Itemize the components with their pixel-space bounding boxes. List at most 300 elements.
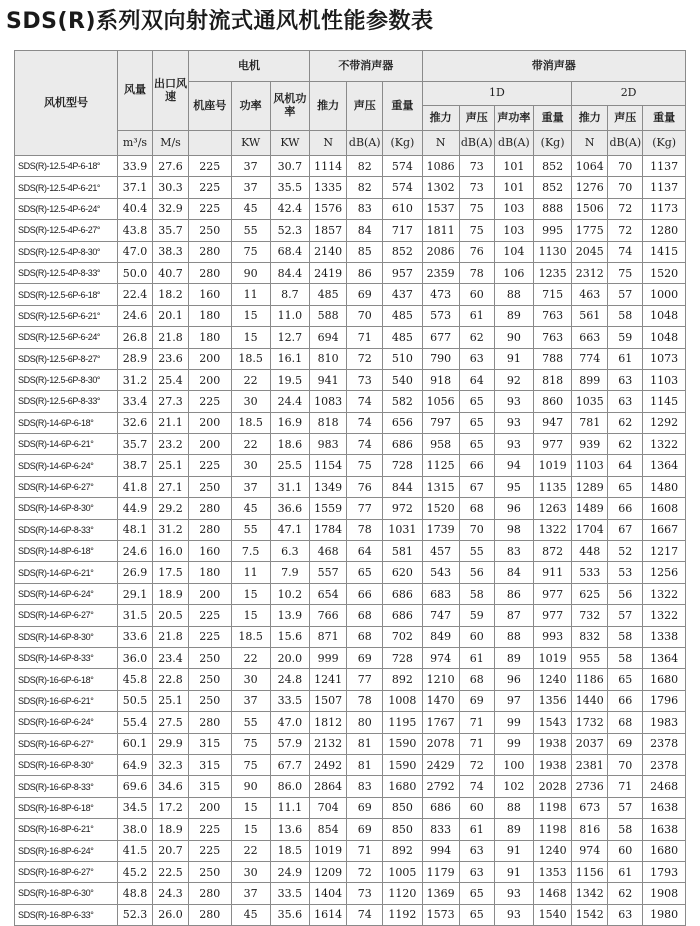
cell-thrust: 871 [310,626,347,647]
cell-frame: 160 [189,541,231,562]
cell-flow: 64.9 [117,754,152,775]
cell-2d-weight: 2378 [643,733,686,754]
header-velocity [152,51,188,131]
cell-fan-power: 13.6 [270,819,309,840]
cell-thrust: 1507 [310,690,347,711]
cell-2d-sound-pressure: 57 [608,797,643,818]
table-row [15,241,686,262]
cell-thrust: 485 [310,284,347,305]
cell-1d-weight: 1198 [534,819,572,840]
cell-2d-sound-pressure: 62 [608,883,643,904]
cell-2d-sound-pressure: 59 [608,327,643,348]
cell-1d-sound-pressure: 65 [459,904,494,925]
unit-1d-sound-pressure: dB(A) [459,131,494,156]
cell-1d-weight: 1938 [534,754,572,775]
cell-2d-weight: 1608 [643,498,686,519]
cell-1d-weight: 911 [534,562,572,583]
cell-weight: 1008 [383,690,422,711]
table-row [15,626,686,647]
cell-1d-sound-power: 93 [494,904,533,925]
cell-frame: 280 [189,519,231,540]
cell-fan-power: 52.3 [270,220,309,241]
cell-2d-weight: 1908 [643,883,686,904]
cell-sound-pressure: 84 [347,220,383,241]
cell-model: SDS(R)-14-6P-6-27° [15,476,118,497]
cell-weight: 1590 [383,754,422,775]
cell-sound-pressure: 86 [347,262,383,283]
table-row [15,797,686,818]
cell-2d-sound-pressure: 71 [608,776,643,797]
cell-1d-weight: 1130 [534,241,572,262]
cell-velocity: 25.1 [152,455,188,476]
cell-frame: 225 [189,156,231,177]
cell-velocity: 17.5 [152,562,188,583]
cell-2d-weight: 1415 [643,241,686,262]
cell-1d-sound-pressure: 61 [459,305,494,326]
cell-2d-thrust: 663 [572,327,608,348]
cell-velocity: 27.5 [152,712,188,733]
cell-frame: 315 [189,733,231,754]
cell-2d-thrust: 1342 [572,883,608,904]
cell-2d-thrust: 1289 [572,476,608,497]
cell-1d-sound-power: 96 [494,498,533,519]
cell-frame: 200 [189,412,231,433]
cell-power: 75 [231,241,270,262]
cell-thrust: 1349 [310,476,347,497]
cell-1d-sound-power: 91 [494,348,533,369]
cell-fan-power: 24.8 [270,669,309,690]
cell-1d-sound-power: 93 [494,883,533,904]
cell-thrust: 1209 [310,861,347,882]
cell-velocity: 17.2 [152,797,188,818]
cell-power: 37 [231,690,270,711]
cell-2d-sound-pressure: 72 [608,220,643,241]
cell-power: 22 [231,840,270,861]
cell-1d-sound-pressure: 65 [459,391,494,412]
cell-2d-thrust: 899 [572,369,608,390]
table-row [15,284,686,305]
cell-2d-weight: 1137 [643,177,686,198]
cell-frame: 225 [189,819,231,840]
cell-fan-power: 68.4 [270,241,309,262]
cell-weight: 850 [383,797,422,818]
cell-power: 75 [231,754,270,775]
cell-1d-weight: 1019 [534,455,572,476]
table-row [15,712,686,733]
cell-2d-sound-pressure: 67 [608,519,643,540]
cell-frame: 280 [189,241,231,262]
cell-frame: 200 [189,348,231,369]
cell-velocity: 20.1 [152,305,188,326]
cell-weight: 892 [383,669,422,690]
cell-1d-weight: 993 [534,626,572,647]
cell-model: SDS(R)-14-6P-6-21° [15,434,118,455]
cell-1d-sound-power: 90 [494,327,533,348]
cell-flow: 36.0 [117,647,152,668]
cell-sound-pressure: 69 [347,797,383,818]
cell-2d-sound-pressure: 75 [608,262,643,283]
header-weight: 重量 [383,82,422,131]
cell-1d-sound-power: 88 [494,284,533,305]
cell-power: 18.5 [231,626,270,647]
cell-sound-pressure: 78 [347,690,383,711]
cell-power: 45 [231,904,270,925]
cell-weight: 437 [383,284,422,305]
cell-flow: 32.6 [117,412,152,433]
cell-velocity: 34.6 [152,776,188,797]
unit-1d-sound-power: dB(A) [494,131,533,156]
cell-frame: 225 [189,626,231,647]
unit-2d-sound-pressure: dB(A) [608,131,643,156]
cell-fan-power: 67.7 [270,754,309,775]
cell-frame: 200 [189,434,231,455]
cell-flow: 52.3 [117,904,152,925]
cell-1d-thrust: 1739 [422,519,459,540]
cell-fan-power: 7.9 [270,562,309,583]
cell-power: 37 [231,883,270,904]
cell-2d-weight: 1292 [643,412,686,433]
cell-weight: 1192 [383,904,422,925]
cell-model: SDS(R)-12.5-6P-8-33° [15,391,118,412]
cell-fan-power: 6.3 [270,541,309,562]
cell-1d-weight: 872 [534,541,572,562]
cell-1d-weight: 1356 [534,690,572,711]
cell-2d-sound-pressure: 63 [608,391,643,412]
cell-flow: 33.4 [117,391,152,412]
table-row [15,904,686,925]
cell-velocity: 20.7 [152,840,188,861]
cell-weight: 656 [383,412,422,433]
cell-frame: 180 [189,305,231,326]
cell-2d-weight: 1638 [643,819,686,840]
cell-2d-sound-pressure: 63 [608,904,643,925]
cell-1d-sound-power: 91 [494,840,533,861]
header-1d-thrust: 推力 [422,106,459,131]
cell-fan-power: 11.0 [270,305,309,326]
cell-model: SDS(R)-12.5-6P-6-18° [15,284,118,305]
cell-thrust: 2419 [310,262,347,283]
cell-flow: 48.8 [117,883,152,904]
cell-2d-weight: 1667 [643,519,686,540]
cell-thrust: 2132 [310,733,347,754]
cell-thrust: 983 [310,434,347,455]
cell-2d-thrust: 1732 [572,712,608,733]
cell-frame: 180 [189,562,231,583]
cell-1d-sound-pressure: 75 [459,220,494,241]
cell-frame: 250 [189,690,231,711]
cell-weight: 582 [383,391,422,412]
cell-2d-thrust: 2045 [572,241,608,262]
cell-frame: 225 [189,198,231,219]
cell-2d-sound-pressure: 70 [608,177,643,198]
cell-1d-sound-pressure: 60 [459,797,494,818]
header-velocity-label: 出口风速 [154,76,187,103]
cell-2d-sound-pressure: 58 [608,626,643,647]
cell-frame: 180 [189,327,231,348]
cell-1d-thrust: 1520 [422,498,459,519]
cell-1d-sound-pressure: 70 [459,519,494,540]
cell-power: 18.5 [231,412,270,433]
cell-flow: 40.4 [117,198,152,219]
cell-frame: 250 [189,647,231,668]
cell-frame: 225 [189,177,231,198]
cell-flow: 69.6 [117,776,152,797]
cell-weight: 510 [383,348,422,369]
cell-2d-thrust: 2381 [572,754,608,775]
cell-weight: 972 [383,498,422,519]
cell-flow: 28.9 [117,348,152,369]
cell-1d-weight: 1540 [534,904,572,925]
cell-1d-weight: 977 [534,434,572,455]
cell-2d-sound-pressure: 58 [608,647,643,668]
cell-sound-pressure: 81 [347,733,383,754]
cell-flow: 45.2 [117,861,152,882]
cell-2d-sound-pressure: 57 [608,605,643,626]
cell-flow: 38.7 [117,455,152,476]
cell-flow: 33.9 [117,156,152,177]
cell-2d-thrust: 1103 [572,455,608,476]
cell-flow: 50.0 [117,262,152,283]
cell-sound-pressure: 69 [347,647,383,668]
header-2d-weight: 重量 [643,106,686,131]
cell-fan-power: 10.2 [270,583,309,604]
cell-1d-thrust: 1573 [422,904,459,925]
cell-1d-weight: 1135 [534,476,572,497]
cell-2d-weight: 1048 [643,327,686,348]
cell-fan-power: 33.5 [270,883,309,904]
cell-fan-power: 33.5 [270,690,309,711]
cell-model: SDS(R)-16-6P-6-21° [15,690,118,711]
cell-power: 30 [231,861,270,882]
cell-flow: 33.6 [117,626,152,647]
cell-1d-thrust: 797 [422,412,459,433]
cell-model: SDS(R)-14-6P-6-27° [15,605,118,626]
cell-thrust: 1559 [310,498,347,519]
cell-velocity: 27.6 [152,156,188,177]
header-thrust: 推力 [310,82,347,131]
cell-1d-weight: 995 [534,220,572,241]
cell-sound-pressure: 73 [347,883,383,904]
cell-sound-pressure: 74 [347,412,383,433]
cell-flow: 35.7 [117,434,152,455]
cell-1d-sound-power: 95 [494,476,533,497]
table-row [15,156,686,177]
table-row [15,647,686,668]
cell-1d-thrust: 974 [422,647,459,668]
cell-2d-thrust: 816 [572,819,608,840]
cell-1d-thrust: 1315 [422,476,459,497]
cell-2d-sound-pressure: 60 [608,840,643,861]
cell-model: SDS(R)-14-6P-6-21° [15,562,118,583]
cell-2d-thrust: 1064 [572,156,608,177]
cell-fan-power: 8.7 [270,284,309,305]
unit-thrust: N [310,131,347,156]
cell-1d-sound-power: 99 [494,712,533,733]
cell-1d-thrust: 1302 [422,177,459,198]
cell-frame: 250 [189,476,231,497]
cell-velocity: 25.1 [152,690,188,711]
header-1d-sound-pressure: 声压 [459,106,494,131]
cell-1d-thrust: 994 [422,840,459,861]
cell-velocity: 16.0 [152,541,188,562]
cell-2d-sound-pressure: 58 [608,305,643,326]
cell-fan-power: 24.4 [270,391,309,412]
cell-weight: 1005 [383,861,422,882]
cell-1d-sound-power: 104 [494,241,533,262]
cell-1d-weight: 1198 [534,797,572,818]
cell-2d-sound-pressure: 70 [608,156,643,177]
cell-1d-sound-pressure: 56 [459,562,494,583]
cell-power: 11 [231,284,270,305]
cell-fan-power: 16.1 [270,348,309,369]
cell-model: SDS(R)-14-6P-6-24° [15,583,118,604]
cell-1d-weight: 1235 [534,262,572,283]
cell-1d-sound-pressure: 64 [459,369,494,390]
cell-frame: 225 [189,605,231,626]
cell-2d-sound-pressure: 69 [608,733,643,754]
cell-1d-thrust: 849 [422,626,459,647]
cell-sound-pressure: 85 [347,241,383,262]
header-fan-power [270,82,309,131]
cell-thrust: 2492 [310,754,347,775]
cell-weight: 574 [383,156,422,177]
cell-weight: 1195 [383,712,422,733]
cell-1d-thrust: 958 [422,434,459,455]
cell-power: 90 [231,776,270,797]
cell-2d-thrust: 2037 [572,733,608,754]
cell-flow: 29.1 [117,583,152,604]
cell-fan-power: 13.9 [270,605,309,626]
header-fan-power-label: 风机功率 [273,92,307,118]
cell-model: SDS(R)-14-6P-8-33° [15,519,118,540]
cell-1d-sound-power: 89 [494,819,533,840]
cell-sound-pressure: 76 [347,476,383,497]
cell-velocity: 21.8 [152,327,188,348]
cell-1d-weight: 1543 [534,712,572,733]
cell-power: 15 [231,583,270,604]
cell-model: SDS(R)-12.5-6P-6-24° [15,327,118,348]
cell-1d-thrust: 473 [422,284,459,305]
cell-1d-sound-pressure: 74 [459,776,494,797]
cell-1d-weight: 818 [534,369,572,390]
cell-model: SDS(R)-14-6P-8-33° [15,647,118,668]
cell-1d-sound-pressure: 59 [459,605,494,626]
cell-1d-sound-power: 83 [494,541,533,562]
cell-1d-sound-power: 89 [494,305,533,326]
cell-2d-thrust: 1440 [572,690,608,711]
cell-sound-pressure: 73 [347,369,383,390]
cell-velocity: 21.8 [152,626,188,647]
cell-frame: 315 [189,776,231,797]
cell-thrust: 854 [310,819,347,840]
cell-2d-sound-pressure: 70 [608,754,643,775]
cell-sound-pressure: 66 [347,583,383,604]
cell-1d-sound-power: 88 [494,797,533,818]
cell-2d-sound-pressure: 53 [608,562,643,583]
cell-sound-pressure: 64 [347,541,383,562]
cell-1d-weight: 1019 [534,647,572,668]
cell-1d-sound-power: 84 [494,562,533,583]
cell-2d-thrust: 955 [572,647,608,668]
cell-flow: 38.0 [117,819,152,840]
cell-flow: 50.5 [117,690,152,711]
cell-1d-sound-pressure: 72 [459,754,494,775]
cell-power: 55 [231,519,270,540]
table-row [15,476,686,497]
cell-frame: 250 [189,220,231,241]
header-1d-sound-power: 声功率 [494,106,533,131]
cell-1d-weight: 1240 [534,669,572,690]
cell-model: SDS(R)-16-6P-6-18° [15,669,118,690]
cell-model: SDS(R)-16-6P-6-24° [15,712,118,733]
cell-1d-thrust: 1369 [422,883,459,904]
cell-2d-weight: 2378 [643,754,686,775]
cell-weight: 717 [383,220,422,241]
cell-2d-weight: 1638 [643,797,686,818]
table-row [15,776,686,797]
cell-thrust: 1784 [310,519,347,540]
cell-model: SDS(R)-16-8P-6-30° [15,883,118,904]
cell-2d-weight: 1796 [643,690,686,711]
cell-1d-sound-pressure: 60 [459,284,494,305]
cell-1d-thrust: 1210 [422,669,459,690]
cell-2d-weight: 1073 [643,348,686,369]
cell-1d-sound-power: 88 [494,626,533,647]
header-model: 风机型号 [15,51,118,156]
cell-model: SDS(R)-12.5-4P-6-27° [15,220,118,241]
page-title: SDS(R)系列双向射流式通风机性能参数表 [6,9,434,34]
cell-1d-thrust: 573 [422,305,459,326]
cell-2d-thrust: 1542 [572,904,608,925]
cell-power: 30 [231,391,270,412]
cell-1d-weight: 852 [534,177,572,198]
cell-fan-power: 16.9 [270,412,309,433]
cell-2d-sound-pressure: 62 [608,412,643,433]
header-power: 功率 [231,82,270,131]
cell-1d-thrust: 686 [422,797,459,818]
cell-2d-thrust: 1775 [572,220,608,241]
cell-2d-weight: 1173 [643,198,686,219]
cell-frame: 315 [189,754,231,775]
cell-frame: 200 [189,369,231,390]
cell-sound-pressure: 65 [347,562,383,583]
cell-2d-thrust: 1704 [572,519,608,540]
cell-1d-sound-pressure: 73 [459,177,494,198]
cell-thrust: 818 [310,412,347,433]
table-header [15,51,686,156]
cell-1d-weight: 888 [534,198,572,219]
cell-1d-weight: 715 [534,284,572,305]
cell-power: 30 [231,669,270,690]
unit-fan-power: KW [270,131,309,156]
cell-1d-thrust: 2792 [422,776,459,797]
cell-flow: 44.9 [117,498,152,519]
cell-thrust: 2864 [310,776,347,797]
cell-2d-thrust: 774 [572,348,608,369]
cell-2d-sound-pressure: 65 [608,476,643,497]
cell-velocity: 29.2 [152,498,188,519]
cell-weight: 728 [383,455,422,476]
cell-2d-weight: 1480 [643,476,686,497]
cell-velocity: 32.3 [152,754,188,775]
cell-2d-weight: 1322 [643,434,686,455]
table-row [15,434,686,455]
cell-fan-power: 18.6 [270,434,309,455]
cell-model: SDS(R)-16-6P-8-33° [15,776,118,797]
cell-sound-pressure: 77 [347,669,383,690]
cell-weight: 852 [383,241,422,262]
cell-velocity: 18.2 [152,284,188,305]
